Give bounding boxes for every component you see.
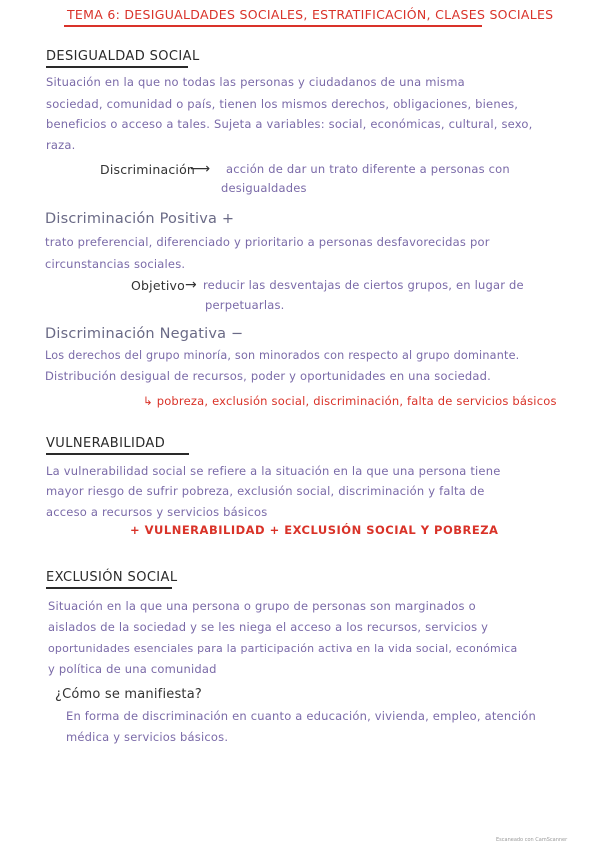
heading-vulnerabilidad: VULNERABILIDAD xyxy=(46,436,166,451)
desigualdad-line-3: beneficios o acceso a tales. Sujeta a variables: social, económicas, cultural, sexo, xyxy=(46,117,533,131)
title-underline xyxy=(64,25,482,27)
arrow-icon: ⟶ xyxy=(190,161,211,177)
vulnerabilidad-line-2: mayor riesgo de sufrir pobreza, exclusión social, discriminación y falta de xyxy=(46,484,485,498)
page-title: TEMA 6: DESIGUALDADES SOCIALES, ESTRATIFICACIÓN, CLASES SOCIALES xyxy=(67,7,554,22)
vulnerabilidad-line-1: La vulnerabilidad social se refiere a la situación en la que una persona tiene xyxy=(46,464,501,478)
discriminacion-def-1: acción de dar un trato diferente a personas con xyxy=(226,162,510,176)
objetivo-term: Objetivo xyxy=(131,278,185,293)
discriminacion-def-2: desigualdades xyxy=(221,181,307,195)
heading-exclusion: EXCLUSIÓN SOCIAL xyxy=(46,570,178,585)
negativa-line-1: Los derechos del grupo minoría, son minorados con respecto al grupo dominante. xyxy=(45,349,520,362)
heading-underline xyxy=(46,587,172,589)
exclusion-answer-2: médica y servicios básicos. xyxy=(66,730,229,744)
scanner-watermark: Escaneado con CamScanner xyxy=(496,837,568,843)
objetivo-def-1: reducir las desventajas de ciertos grupos, en lugar de xyxy=(203,278,524,292)
discriminacion-term: Discriminación xyxy=(100,162,196,177)
positiva-line-1: trato preferencial, diferenciado y prioritario a personas desfavorecidas por xyxy=(45,235,490,249)
objetivo-def-2: perpetuarlas. xyxy=(205,298,285,312)
heading-underline xyxy=(46,453,189,455)
exclusion-line-4: y política de una comunidad xyxy=(48,662,217,676)
exclusion-line-2: aislados de la sociedad y se les niega el acceso a los recursos, servicios y xyxy=(48,620,489,634)
exclusion-answer-1: En forma de discriminación en cuanto a educación, vivienda, empleo, atención xyxy=(66,709,536,723)
vulnerabilidad-line-3: acceso a recursos y servicios básicos xyxy=(46,505,268,519)
exclusion-line-3: oportunidades esenciales para la participación activa en la vida social, económica xyxy=(48,642,518,655)
arrow-icon: → xyxy=(185,277,197,293)
vulnerabilidad-formula: + VULNERABILIDAD + EXCLUSIÓN SOCIAL Y POBREZA xyxy=(130,523,499,537)
heading-positiva: Discriminación Positiva + xyxy=(45,211,235,227)
exclusion-question: ¿Cómo se manifiesta? xyxy=(55,687,202,702)
heading-underline xyxy=(46,66,188,68)
positiva-line-2: circunstancias sociales. xyxy=(45,257,186,271)
desigualdad-line-1: Situación en la que no todas las personas y ciudadanos de una misma xyxy=(46,75,465,89)
heading-desigualdad: DESIGUALDAD SOCIAL xyxy=(46,49,200,64)
heading-negativa: Discriminación Negativa − xyxy=(45,326,244,342)
negativa-consequences: ↳ pobreza, exclusión social, discriminación, falta de servicios básicos xyxy=(143,394,557,408)
exclusion-line-1: Situación en la que una persona o grupo de personas son marginados o xyxy=(48,599,476,613)
desigualdad-line-4: raza. xyxy=(46,138,76,152)
desigualdad-line-2: sociedad, comunidad o país, tienen los mismos derechos, obligaciones, bienes, xyxy=(46,97,519,111)
negativa-line-2: Distribución desigual de recursos, poder y oportunidades en una sociedad. xyxy=(45,369,491,383)
